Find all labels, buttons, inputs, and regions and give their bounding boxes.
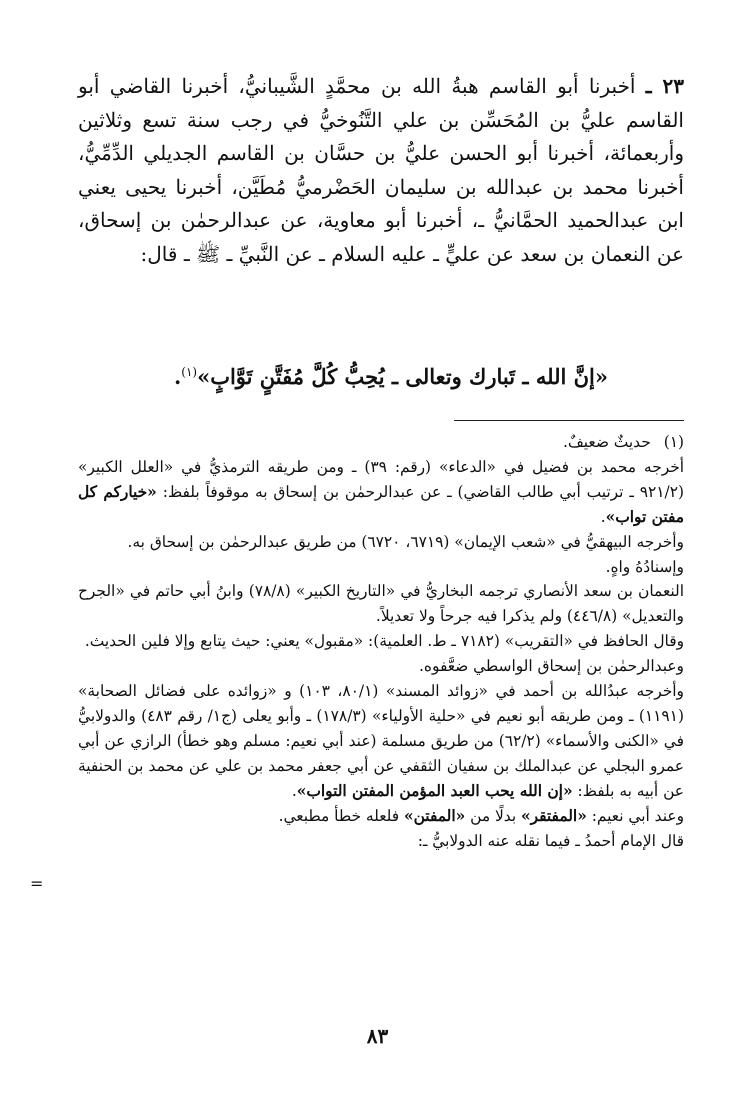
footnote-grade-text: حديثٌ ضعيفٌ. <box>562 433 651 451</box>
footnote-paragraph-1 <box>78 455 684 530</box>
footnote-separator <box>454 420 684 421</box>
footnote-paragraph-6: وعبدالرحمٰن بن إسحاق الواسطي ضعَّفوه. <box>419 657 684 676</box>
footnote-paragraph-5: وقال الحافظ في «التقريب» (٧١٨٢ ـ ط. العلمية): «مقبول» يعني: حيث يتابع وإلا فلين الحديث. <box>84 632 684 651</box>
footnote-quote: «خياركم كل مفتن تواب» <box>78 482 684 526</box>
footnote-text: . <box>600 507 606 526</box>
hadith-number: ٢٣ ـ <box>645 74 685 98</box>
footnote-grade <box>78 430 684 455</box>
hadith-matn: «إنَّ الله ـ تَبارك وتعالى ـ يُحِبُّ كُلَّ مُفَتَّنٍ تَوَّابٍ» <box>197 364 608 389</box>
footnote-paragraph-9: قال الإمام أحمدُ ـ فيما نقله عنه الدولابيُّ ـ: <box>417 831 684 850</box>
footnote-paragraph-2: وأخرجه البيهقيُّ في «شعب الإيمان» (٦٧١٩، ٦٧٢٠) من طريق عبدالرحمٰن بن إسحاق به. <box>127 532 684 551</box>
footnote-continuation-mark: = <box>30 874 44 893</box>
footnote-text: وعند أبي نعيم: <box>586 806 684 825</box>
footnotes <box>78 430 684 853</box>
main-text <box>78 70 684 271</box>
footnote-quote: «إن الله يحب العبد المؤمن المفتن التواب» <box>296 781 573 800</box>
footnote-paragraph-4: النعمان بن سعد الأنصاري ترجمه البخاريُّ في «التاريخ الكبير» (٧٨/٨) وابنُ أبي حاتم في «الجرح والتعديل» (٤٤٦/٨) ولم يذكرا فيه جرحاً ولا تعديلاً. <box>78 582 684 626</box>
footnote-quote: «المفتن» <box>403 806 466 825</box>
hadith-chain-paragraph <box>78 70 684 271</box>
footnote-text: فلعله خطأ مطبعي. <box>278 806 404 825</box>
footnote-paragraph-8 <box>78 804 684 829</box>
footnote-text: أخرجه محمد بن فضيل في «الدعاء» (رقم: ٣٩) ـ ومن طريقه الترمذيُّ في «العلل الكبير» (٩٢١/٢ ـ ترتيب أبي طالب القاضي) ـ عن عبدالرحمٰن بن إسحاق به موقوفاً بلفظ: <box>78 457 684 501</box>
page-number: ٨٣ <box>366 1024 389 1048</box>
footnote-reference[interactable]: (١) <box>181 365 198 379</box>
hadith-end-period: . <box>173 364 182 389</box>
footnote-text: بدلًا من <box>465 806 521 825</box>
hadith-chain-text: أخبرنا أبو القاسم هبةُ الله بن محمَّدٍ الشَّيبانيُّ، أخبرنا القاضي أبو القاسم عليُّ بن المُحَسِّن بن علي التَّنُوخيُّ في رجب سنة تسع وثلاثين وأربعمائة، أخبرنا أبو الحسن عليُّ بن حسَّان بن القاسم الجديلي الدِّمِّيُّ، أخبرنا محمد بن عبدالله بن سليمان الحَضْرميُّ مُطَيَّن، أخبرنا يحيى يعني ابن عبدالحميد الحمَّانيُّ ـ، أخبرنا أبو معاوية، عن عبدالرحمٰن بن إسحاق، عن النعمان بن سعد عن عليٍّ ـ عليه السلام ـ عن النَّبيِّ ـ ﷺ ـ قال: <box>78 74 684 266</box>
hadith-text <box>78 355 608 394</box>
footnote-text: . <box>291 781 297 800</box>
footnote-quote: «المفتقر» <box>521 806 587 825</box>
footnote-paragraph-7 <box>78 679 684 804</box>
footnote-text: وأخرجه عبدُالله بن أحمد في «زوائد المسند» (٨٠/١، ١٠٣) و «زوائده على فضائل الصحابة» (١١٩١) ـ ومن طريقه أبو نعيم في «حلية الأولياء» (١٧٨/٣) ـ وأبو يعلى (ج١/ رقم ٤٨٣) والدولابيُّ في «الكنى والأسماء» (٦٢/٢) من طريق مسلمة (عند أبي نعيم: مسلم وهو خطأ) الرازي عن أبي عمرو البجلي عن عبدالملك بن سفيان الثقفي عن أبي جعفر محمد بن علي عن محمد بن الحنفية عن أبيه به بلفظ: <box>78 682 684 800</box>
footnote-number: (١) <box>663 433 684 451</box>
footnote-paragraph-3: وإسنادُهُ واهٍ. <box>605 557 684 576</box>
